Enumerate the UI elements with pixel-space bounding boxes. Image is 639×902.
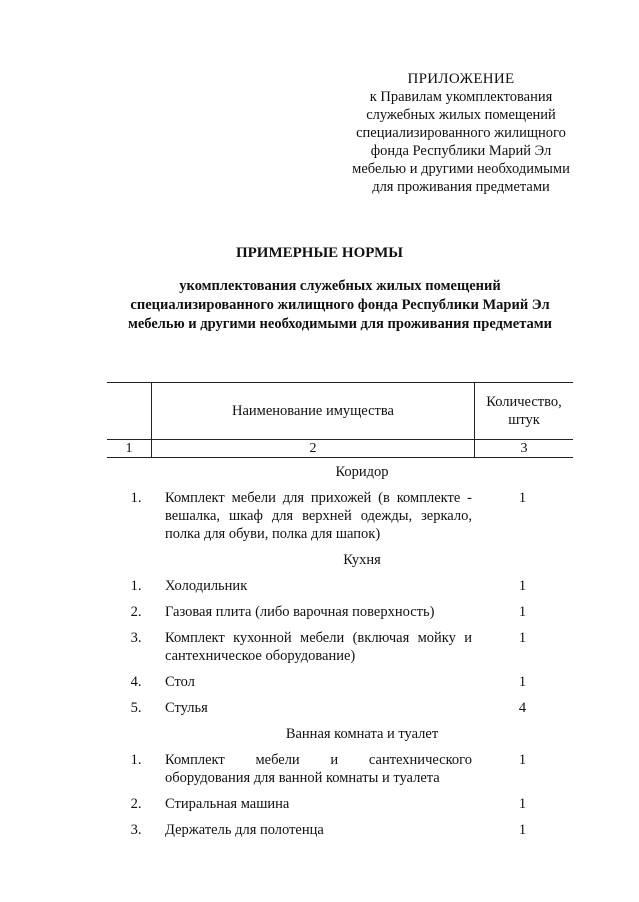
row-name: Держатель для полотенца	[165, 822, 324, 838]
row-name: Комплект кухонной мебели (включая мойку и сантехническое оборудование)	[165, 630, 472, 664]
norms-table	[107, 382, 573, 847]
table-row	[107, 821, 573, 839]
row-quantity: 1	[518, 490, 527, 506]
row-name: Стол	[165, 674, 195, 690]
row-quantity: 1	[518, 796, 527, 812]
row-number: 5.	[130, 700, 142, 716]
row-name: Стулья	[165, 700, 208, 716]
row-number: 2.	[130, 604, 142, 620]
row-name: Комплект мебели и сантехнического оборудования для ванной комнаты и туалета	[165, 752, 472, 786]
header-quantity-cell	[474, 383, 573, 439]
header-number-cell	[107, 383, 151, 439]
table-row	[107, 629, 573, 665]
header-name-cell: Наименование имущества	[151, 383, 474, 439]
row-number: 3.	[130, 822, 142, 838]
header-quantity-line: штук	[508, 412, 540, 428]
section-title-kitchen: Кухня	[343, 552, 381, 568]
row-number: 1.	[130, 578, 142, 594]
table-row	[107, 795, 573, 813]
section-title-bathroom: Ванная комната и туалет	[285, 726, 439, 742]
row-quantity: 1	[518, 822, 527, 838]
appendix-line: к Правилам укомплектования	[369, 89, 553, 105]
row-name: Комплект мебели для прихожей (в комплекте - вешалка, шкаф для верхней одежды, зеркало, полка для обуви, полка для шапок)	[165, 490, 472, 542]
row-number: 3.	[130, 630, 142, 646]
column-number: 2	[151, 440, 474, 457]
table-row	[107, 603, 573, 621]
appendix-line: мебелью и другими необходимыми	[352, 161, 570, 177]
appendix-line: фонда Республики Марий Эл	[370, 143, 552, 159]
row-number: 2.	[130, 796, 142, 812]
document-subtitle	[80, 277, 600, 334]
table-row	[107, 577, 573, 595]
subtitle-line: укомплектования служебных жилых помещений	[179, 278, 501, 294]
row-number: 1.	[130, 752, 142, 768]
appendix-line: специализированного жилищного	[356, 125, 566, 141]
row-number: 1.	[130, 490, 142, 506]
row-name: Холодильник	[165, 578, 248, 594]
table-row	[107, 673, 573, 691]
header-quantity-line: Количество,	[486, 394, 562, 410]
column-numbers-row	[107, 440, 573, 458]
row-name: Стиральная машина	[165, 796, 290, 812]
row-quantity: 1	[518, 604, 527, 620]
row-quantity: 1	[518, 578, 527, 594]
appendix-line: для проживания предметами	[372, 179, 550, 195]
row-number: 4.	[130, 674, 142, 690]
row-quantity: 1	[518, 752, 527, 768]
table-row	[107, 751, 573, 787]
document-title: ПРИМЕРНЫЕ НОРМЫ	[235, 245, 404, 261]
row-name: Газовая плита (либо варочная поверхность)	[165, 604, 435, 620]
column-number: 3	[474, 440, 573, 457]
row-quantity: 4	[518, 700, 527, 716]
appendix-line: служебных жилых помещений	[366, 107, 556, 123]
subtitle-line: специализированного жилищного фонда Республики Марий Эл	[130, 297, 550, 313]
row-quantity: 1	[518, 674, 527, 690]
appendix-block	[330, 70, 592, 196]
appendix-title: ПРИЛОЖЕНИЕ	[407, 71, 515, 87]
table-row	[107, 699, 573, 717]
subtitle-line: мебелью и другими необходимыми для проживания предметами	[127, 316, 553, 332]
table-header	[107, 382, 573, 440]
section-title-corridor: Коридор	[335, 464, 389, 480]
table-row	[107, 489, 573, 543]
row-quantity: 1	[518, 630, 527, 646]
column-number: 1	[125, 441, 133, 456]
